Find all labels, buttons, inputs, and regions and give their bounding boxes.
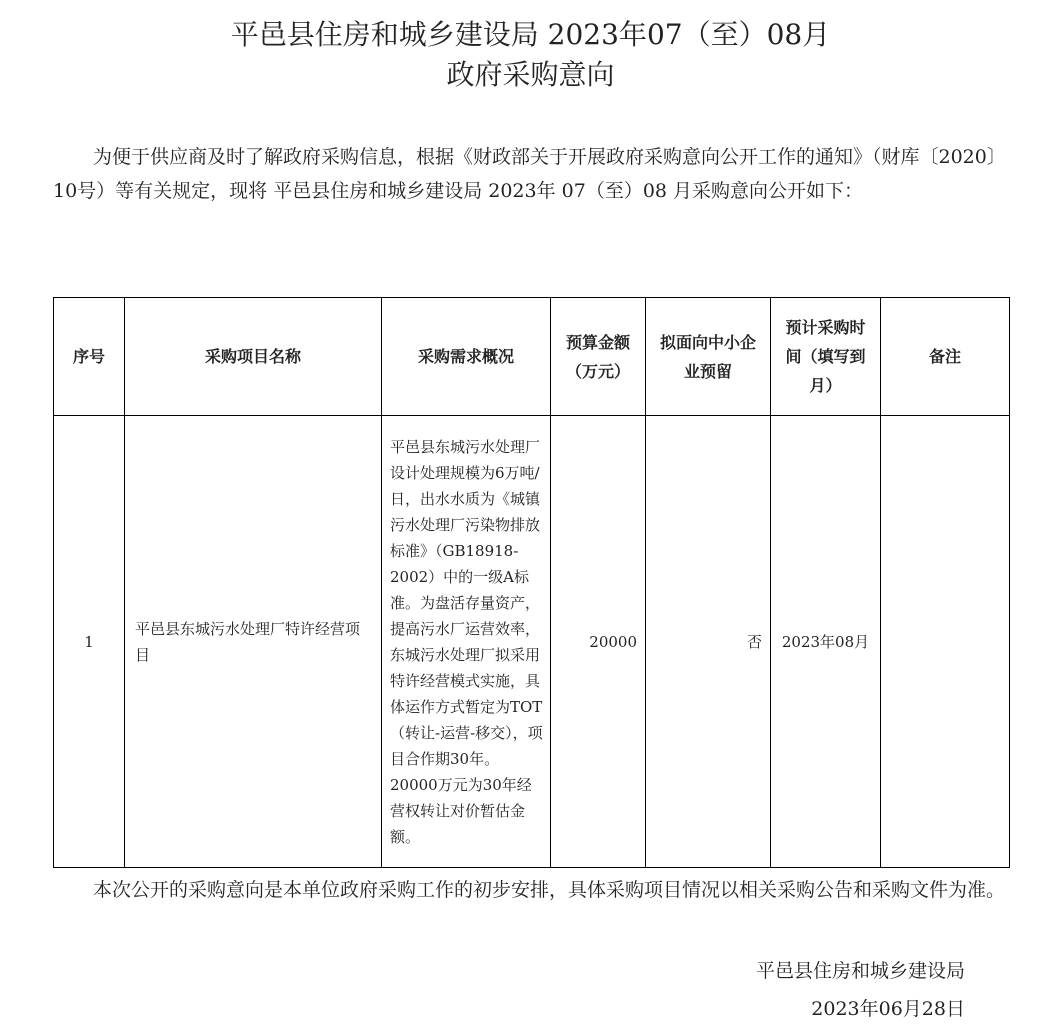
header-demand-overview: 采购需求概况 <box>382 298 551 416</box>
header-remark: 备注 <box>881 298 1010 416</box>
cell-sme-reserve: 否 <box>646 416 771 868</box>
outro-paragraph <box>53 873 1008 907</box>
signature-organization: 平邑县住房和城乡建设局 <box>755 960 965 982</box>
table-header-row <box>54 298 1010 416</box>
table-row <box>54 416 1010 868</box>
intro-paragraph <box>53 140 1008 208</box>
page-subtitle: 政府采购意向 <box>446 58 615 91</box>
cell-budget: 20000 <box>551 416 646 868</box>
cell-planned-time: 2023年08月 <box>771 416 881 868</box>
outro-text: 本次公开的采购意向是本单位政府采购工作的初步安排，具体采购项目情况以相关采购公告和采购文件为准。 <box>93 879 1006 901</box>
cell-project-name: 平邑县东城污水处理厂特许经营项目 <box>125 416 382 868</box>
header-seq: 序号 <box>54 298 125 416</box>
page-title: 平邑县住房和城乡建设局 2023年07（至）08月 <box>230 18 831 51</box>
procurement-table <box>53 297 1010 868</box>
header-budget: 预算金额（万元） <box>551 298 646 416</box>
cell-seq: 1 <box>54 416 125 868</box>
signature-date: 2023年06月28日 <box>811 998 965 1020</box>
header-planned-time: 预计采购时间（填写到月） <box>771 298 881 416</box>
header-sme-reserve: 拟面向中小企业预留 <box>646 298 771 416</box>
header-project-name: 采购项目名称 <box>125 298 382 416</box>
intro-text: 为便于供应商及时了解政府采购信息，根据《财政部关于开展政府采购意向公开工作的通知》（财库〔2020〕10号）等有关规定，现将 平邑县住房和城乡建设局 2023年 07（至）08 月采购意向公开如下： <box>53 146 1006 202</box>
cell-remark <box>881 416 1010 868</box>
cell-demand-overview: 平邑县东城污水处理厂设计处理规模为6万吨/日，出水水质为《城镇污水处理厂污染物排放标准》（GB18918-2002）中的一级A标准。为盘活存量资产，提高污水厂运营效率，东城污水处理厂拟采用特许经营模式实施，具体运作方式暂定为TOT（转让-运营-移交），项目合作期30年。20000万元为30年经营权转让对价暂估金额。 <box>382 416 551 868</box>
